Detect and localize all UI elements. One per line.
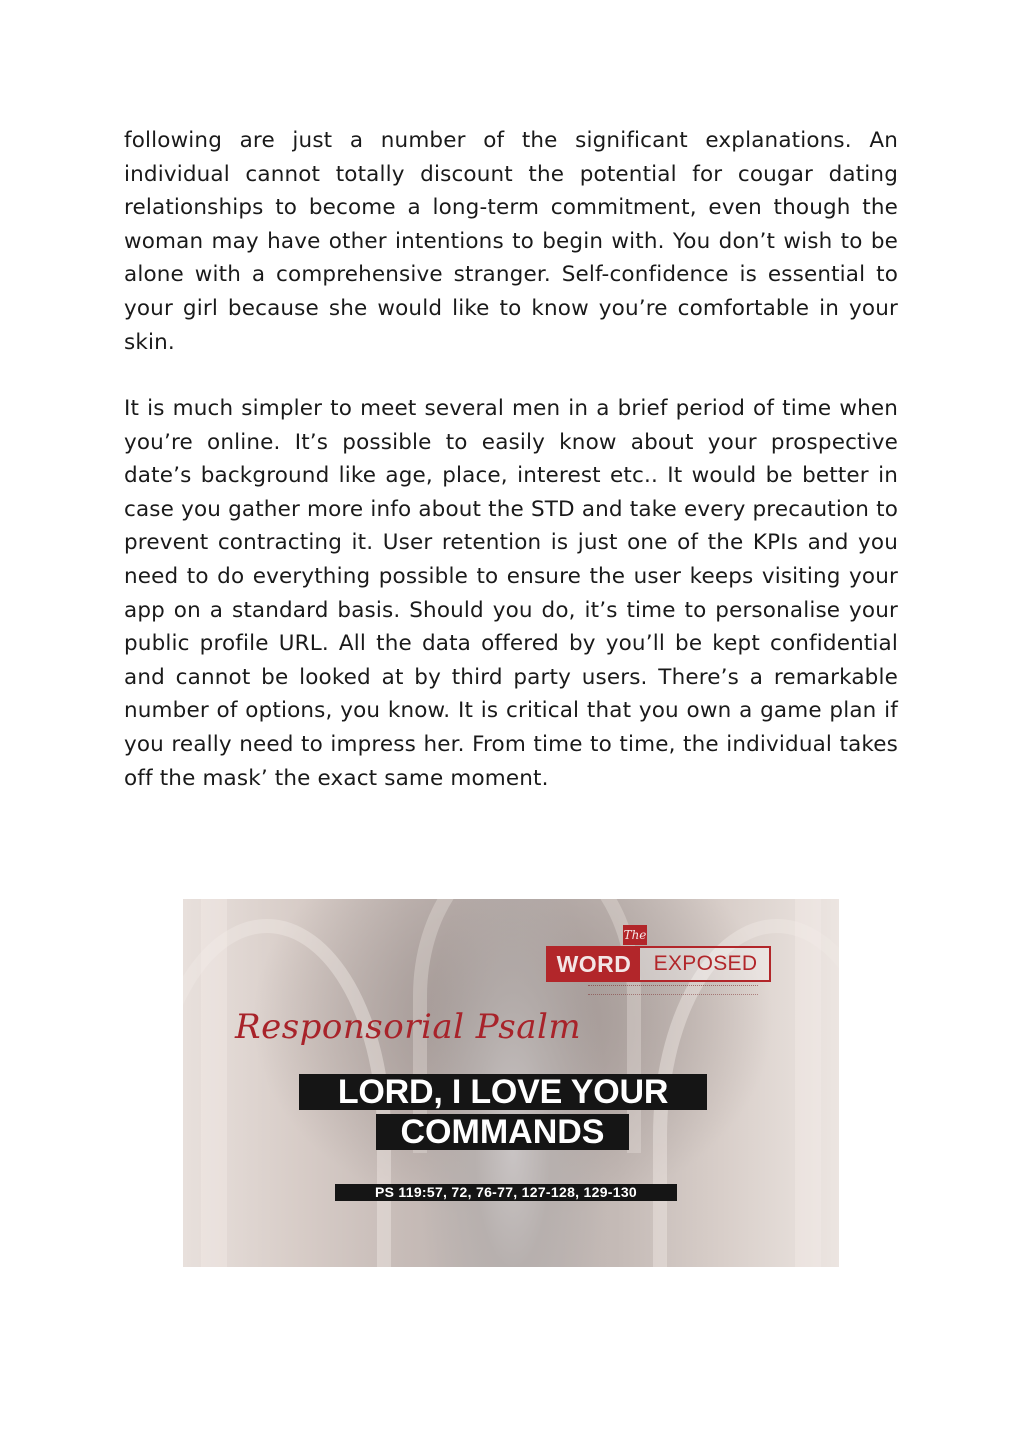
logo-tagline-decoration [588,985,758,995]
body-paragraph-1: following are just a number of the significant explanations. An individual cannot totally discount the potential for cougar dating relationships to become a long-term commitment, even though the woman may have other intentions to begin with. You don’t wish to be alone with a comprehensive stranger. Self-confidence is essential to your girl because she would like to know you’re comfortable in your skin. [124,128,898,355]
responsorial-psalm-title: Responsorial Psalm [235,1007,582,1047]
headline-line-1: LORD, I LOVE YOUR [299,1074,707,1110]
scripture-reference: PS 119:57, 72, 76-77, 127-128, 129-130 [335,1184,677,1201]
body-paragraph-2: It is much simpler to meet several men in a brief period of time when you’re online. It’s possible to easily know about your prospective date’s background like age, place, interest etc.. It would be better in case you gather more info about the STD and take every precaution to prevent contracting it. User retention is just one of the KPIs and you need to do everything possible to ensure the user keeps visiting your app on a standard basis. Should you do, it’s time to personalise your public profile URL. All the data offered by you’ll be kept confidential and cannot be looked at by third party users. There’s a remarkable number of options, you know. It is critical that you own a game plan if you really need to impress her. From time to time, the individual takes off the mask’ the exact same moment. [124,396,898,791]
pillar-decoration-left [201,899,227,1267]
headline-line-2: COMMANDS [376,1114,629,1150]
pillar-decoration-right [795,899,821,1267]
word-exposed-logo [546,946,771,982]
logo-word: WORD [548,948,640,980]
logo-the-badge: The [623,925,647,945]
logo-exposed: EXPOSED [653,952,758,975]
embedded-image [183,899,839,1267]
